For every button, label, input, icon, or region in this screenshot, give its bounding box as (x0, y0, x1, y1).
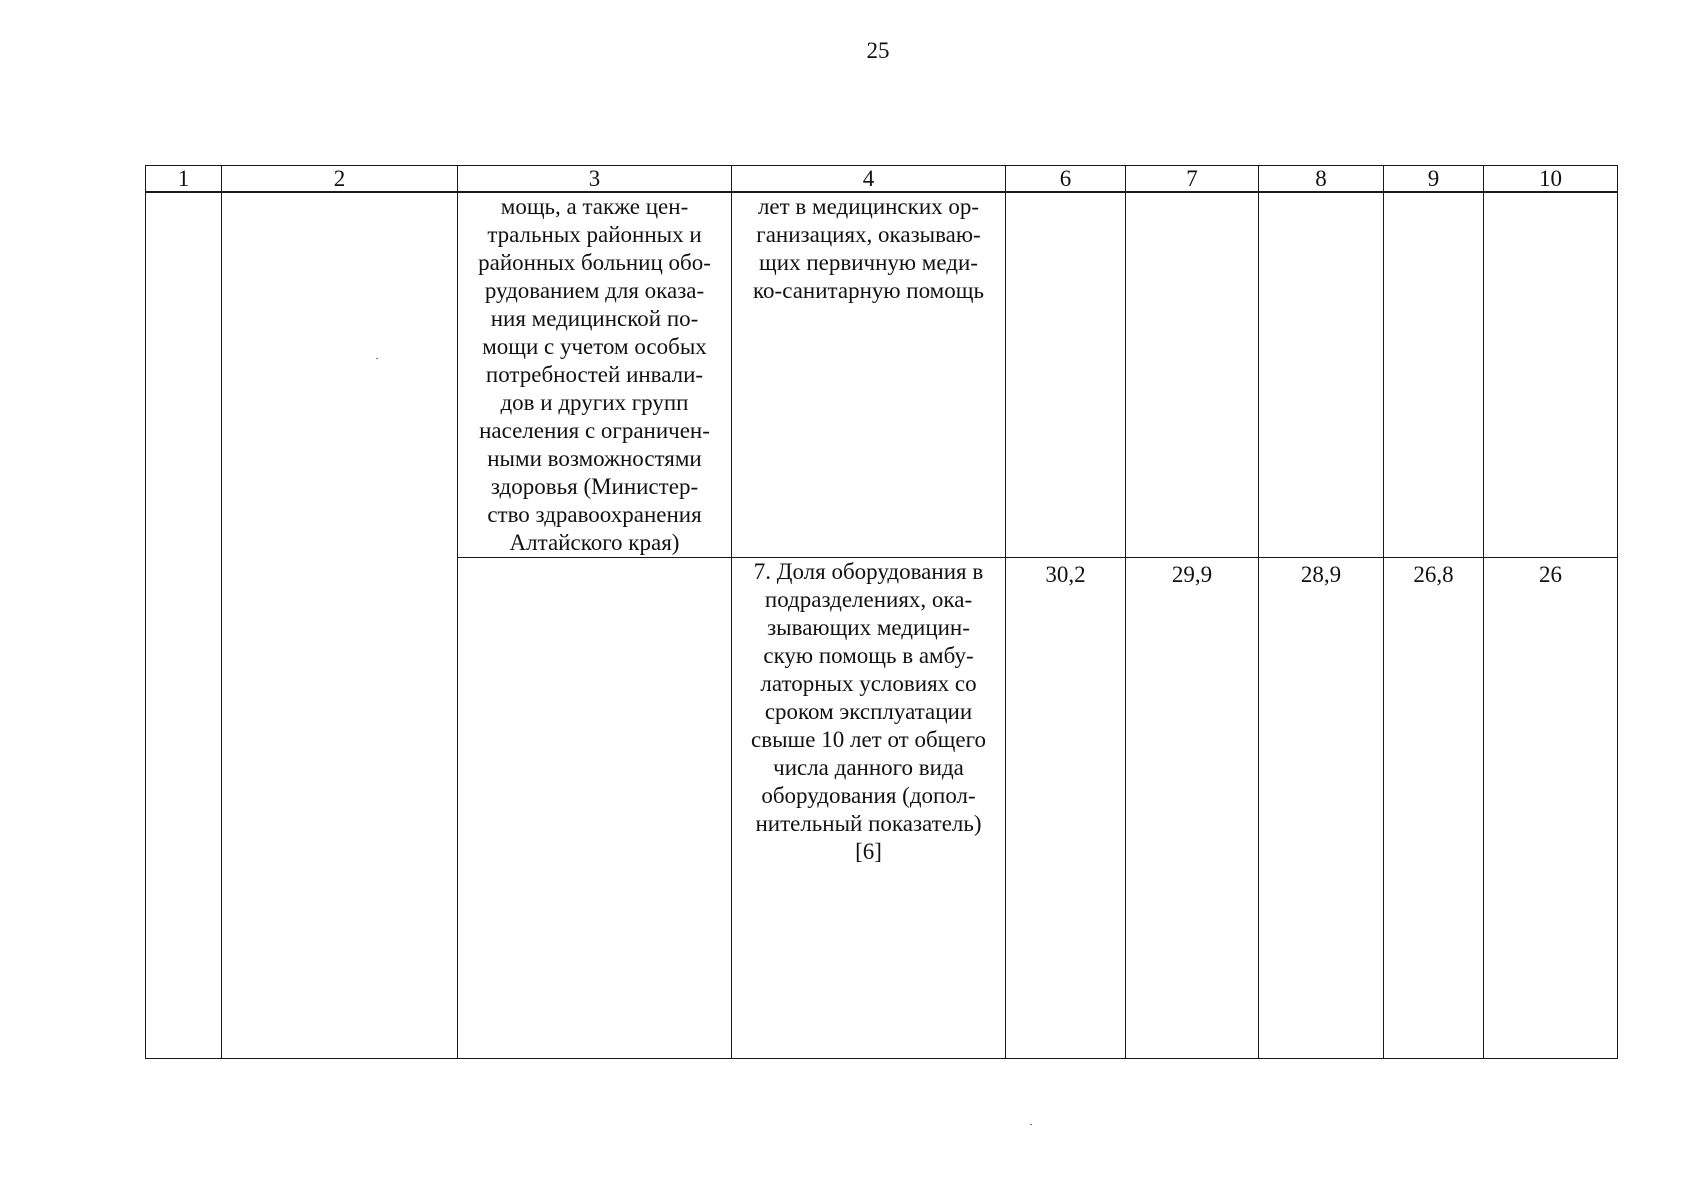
column-header-9: 9 (1384, 166, 1484, 193)
cell-value-col6 (1006, 558, 1126, 1059)
column-header-2: 2 (222, 166, 458, 193)
cell-value-col9 (1384, 558, 1484, 1059)
cell-col3-empty (458, 558, 732, 1059)
column-header-3: 3 (458, 166, 732, 193)
cell-col8 (1259, 192, 1384, 558)
value-col7: 29,9 (1171, 562, 1213, 587)
value-col8: 28,9 (1300, 562, 1342, 587)
table-row (146, 192, 1618, 558)
cell-col9 (1384, 192, 1484, 558)
cell-col6 (1006, 192, 1126, 558)
column-header-7: 7 (1126, 166, 1259, 193)
indicator-continuation-text: лет в медицинских ор- ганизациях, оказываю- щих первичную меди- ко-санитарную помощь (753, 194, 984, 303)
column-number-row (146, 166, 1618, 193)
cell-col7 (1126, 192, 1259, 558)
value-col9: 26,8 (1413, 562, 1454, 587)
cell-indicator-7 (732, 558, 1006, 1059)
scan-speck (1030, 1124, 1032, 1125)
event-description-text: мощь, а также цен- тральных районных и районных больниц обо- рудованием для оказа- ния медицинской по- мощи с учетом особых потребностей инвали- дов и других групп населения с ограничен- ными возможностями здоровья (Министер- ство здравоохранения Алтайского края) (478, 194, 711, 555)
page-number: 25 (866, 38, 890, 63)
value-col6: 30,2 (1045, 562, 1086, 587)
indicator-table (145, 165, 1618, 1059)
scan-speck (376, 358, 378, 359)
column-header-10: 10 (1484, 166, 1618, 193)
cell-col1 (146, 192, 222, 1059)
cell-col10 (1484, 192, 1618, 558)
column-header-4: 4 (732, 166, 1006, 193)
value-col10: 26 (1539, 562, 1562, 587)
cell-value-col7 (1126, 558, 1259, 1059)
cell-col2 (222, 192, 458, 1059)
column-header-6: 6 (1006, 166, 1126, 193)
cell-indicator-continuation (732, 192, 1006, 558)
cell-value-col8 (1259, 558, 1384, 1059)
column-header-8: 8 (1259, 166, 1384, 193)
indicator-7-text: 7. Доля оборудования в подразделениях, ока- зывающих медицин- скую помощь в амбу- латорных условиях со сроком эксплуатации свыше 10 лет от общего числа данного вида оборудования (допол- нительный показатель) [6] (751, 559, 986, 864)
cell-event-description (458, 192, 732, 558)
column-header-1: 1 (146, 166, 222, 193)
cell-value-col10 (1484, 558, 1618, 1059)
